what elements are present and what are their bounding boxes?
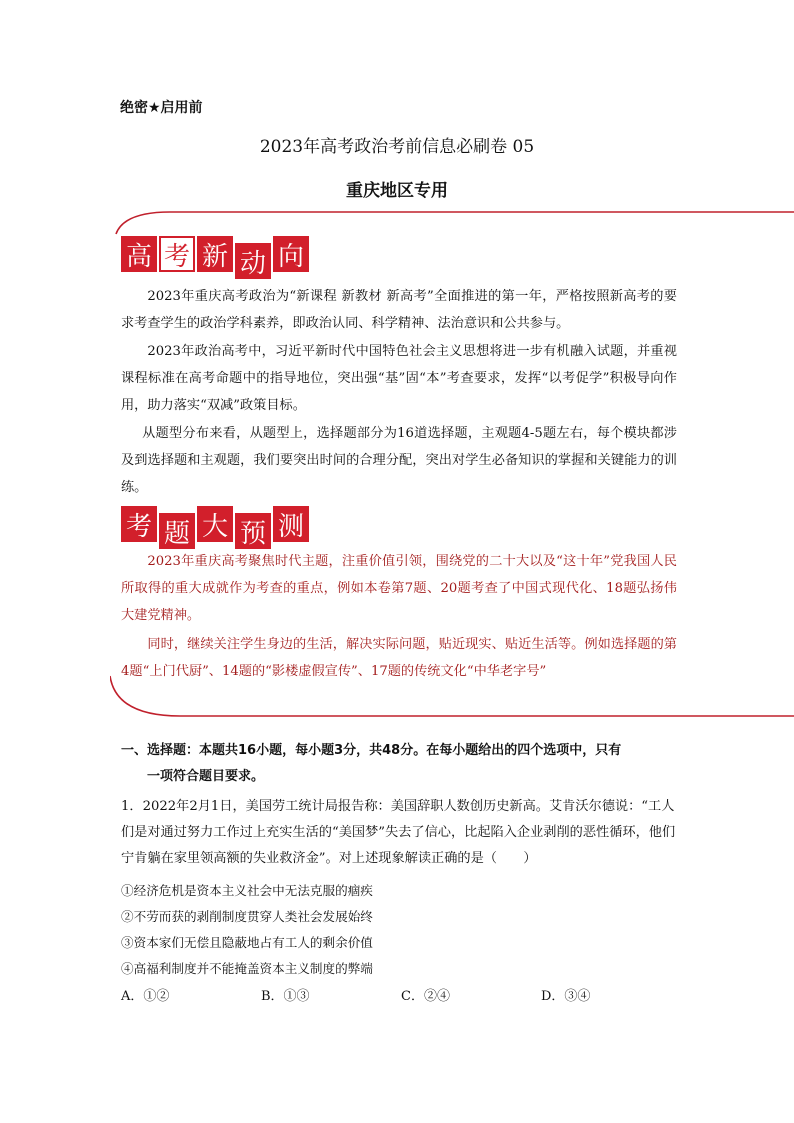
badge-char: 大 xyxy=(197,506,233,542)
option-d: D．③④ xyxy=(541,989,591,1004)
badge-char: 测 xyxy=(273,506,309,542)
question-1-items xyxy=(121,878,681,982)
badge-char: 动 xyxy=(235,243,271,279)
badge-trend xyxy=(121,236,309,279)
badge-char: 题 xyxy=(159,513,195,549)
statement-item: ④高福利制度并不能掩盖资本主义制度的弊端 xyxy=(121,961,373,976)
option-c: C．②④ xyxy=(401,989,450,1004)
badge-char: 向 xyxy=(273,236,309,272)
badge-char: 高 xyxy=(121,236,157,272)
section-heading xyxy=(121,738,681,790)
statement-item: ①经济危机是资本主义社会中无法克服的痼疾 xyxy=(121,883,373,898)
option-b: B．①③ xyxy=(261,989,310,1004)
question-1-options xyxy=(121,984,681,1010)
badge-char: 预 xyxy=(235,513,271,549)
section-heading-line: 一、选择题：本题共16小题，每小题3分，共48分。在每小题给出的四个选项中，只有 xyxy=(121,743,622,758)
trend-paragraph: 2023年重庆高考政治为“新课程 新教材 新高考”全面推进的第一年，严格按照新高考的要求考查学生的政治学科素养，即政治认同、科学精神、法治意识和公共参与。 xyxy=(121,289,677,331)
badge-predict xyxy=(121,506,309,549)
predict-paragraph: 2023年重庆高考聚焦时代主题，注重价值引领，围绕党的二十大以及“这十年”党我国人民所取得的重大成就作为考查的重点，例如本卷第7题、20题考查了中国式现代化、18题弘扬伟大建党精神。 xyxy=(121,554,677,623)
statement-item: ③资本家们无偿且隐蔽地占有工人的剩余价值 xyxy=(121,935,373,950)
option-a: A．①② xyxy=(121,989,170,1004)
exam-subtitle: 重庆地区专用 xyxy=(346,181,448,201)
predict-paragraph: 同时，继续关注学生身边的生活，解决实际问题，贴近现实、贴近生活等。例如选择题的第4题“上门代厨”、14题的“影楼虚假宣传”、17题的传统文化“中华老字号” xyxy=(121,637,677,679)
badge-char: 考 xyxy=(121,506,157,542)
trend-paragraph: 2023年政治高考中，习近平新时代中国特色社会主义思想将进一步有机融入试题，并重视课程标准在高考命题中的指导地位，突出强“基”固“本”考查要求，发挥“以考促学”积极导向作用，助力落实“双减”政策目标。 xyxy=(121,344,677,413)
statement-item: ②不劳而获的剥削制度贯穿人类社会发展始终 xyxy=(121,909,373,924)
badge-char: 新 xyxy=(197,236,233,272)
exam-title: 2023年高考政治考前信息必刷卷 05 xyxy=(259,137,535,157)
section-heading-line: 一项符合题目要求。 xyxy=(147,769,265,784)
trend-paragraph: 从题型分布来看，从题型上，选择题部分为16道选择题，主观题4-5题左右，每个模块都涉及到选择题和主观题，我们要突出时间的合理分配，突出对学生必备知识的掌握和关键能力的训练。 xyxy=(121,426,677,495)
badge-char: 考 xyxy=(159,236,195,272)
question-1-stem: 1．2022年2月1日，美国劳工统计局报告称：美国辞职人数创历史新高。艾肯沃尔德说：“工人们是对通过努力工作过上充实生活的“美国梦”失去了信心，比起陷入企业剥削的恶性循环，他们宁肯躺在家里领高额的失业救济金”。对上述现象解读正确的是（ ） xyxy=(121,799,676,866)
confidential-label: 绝密★启用前 xyxy=(120,100,203,116)
